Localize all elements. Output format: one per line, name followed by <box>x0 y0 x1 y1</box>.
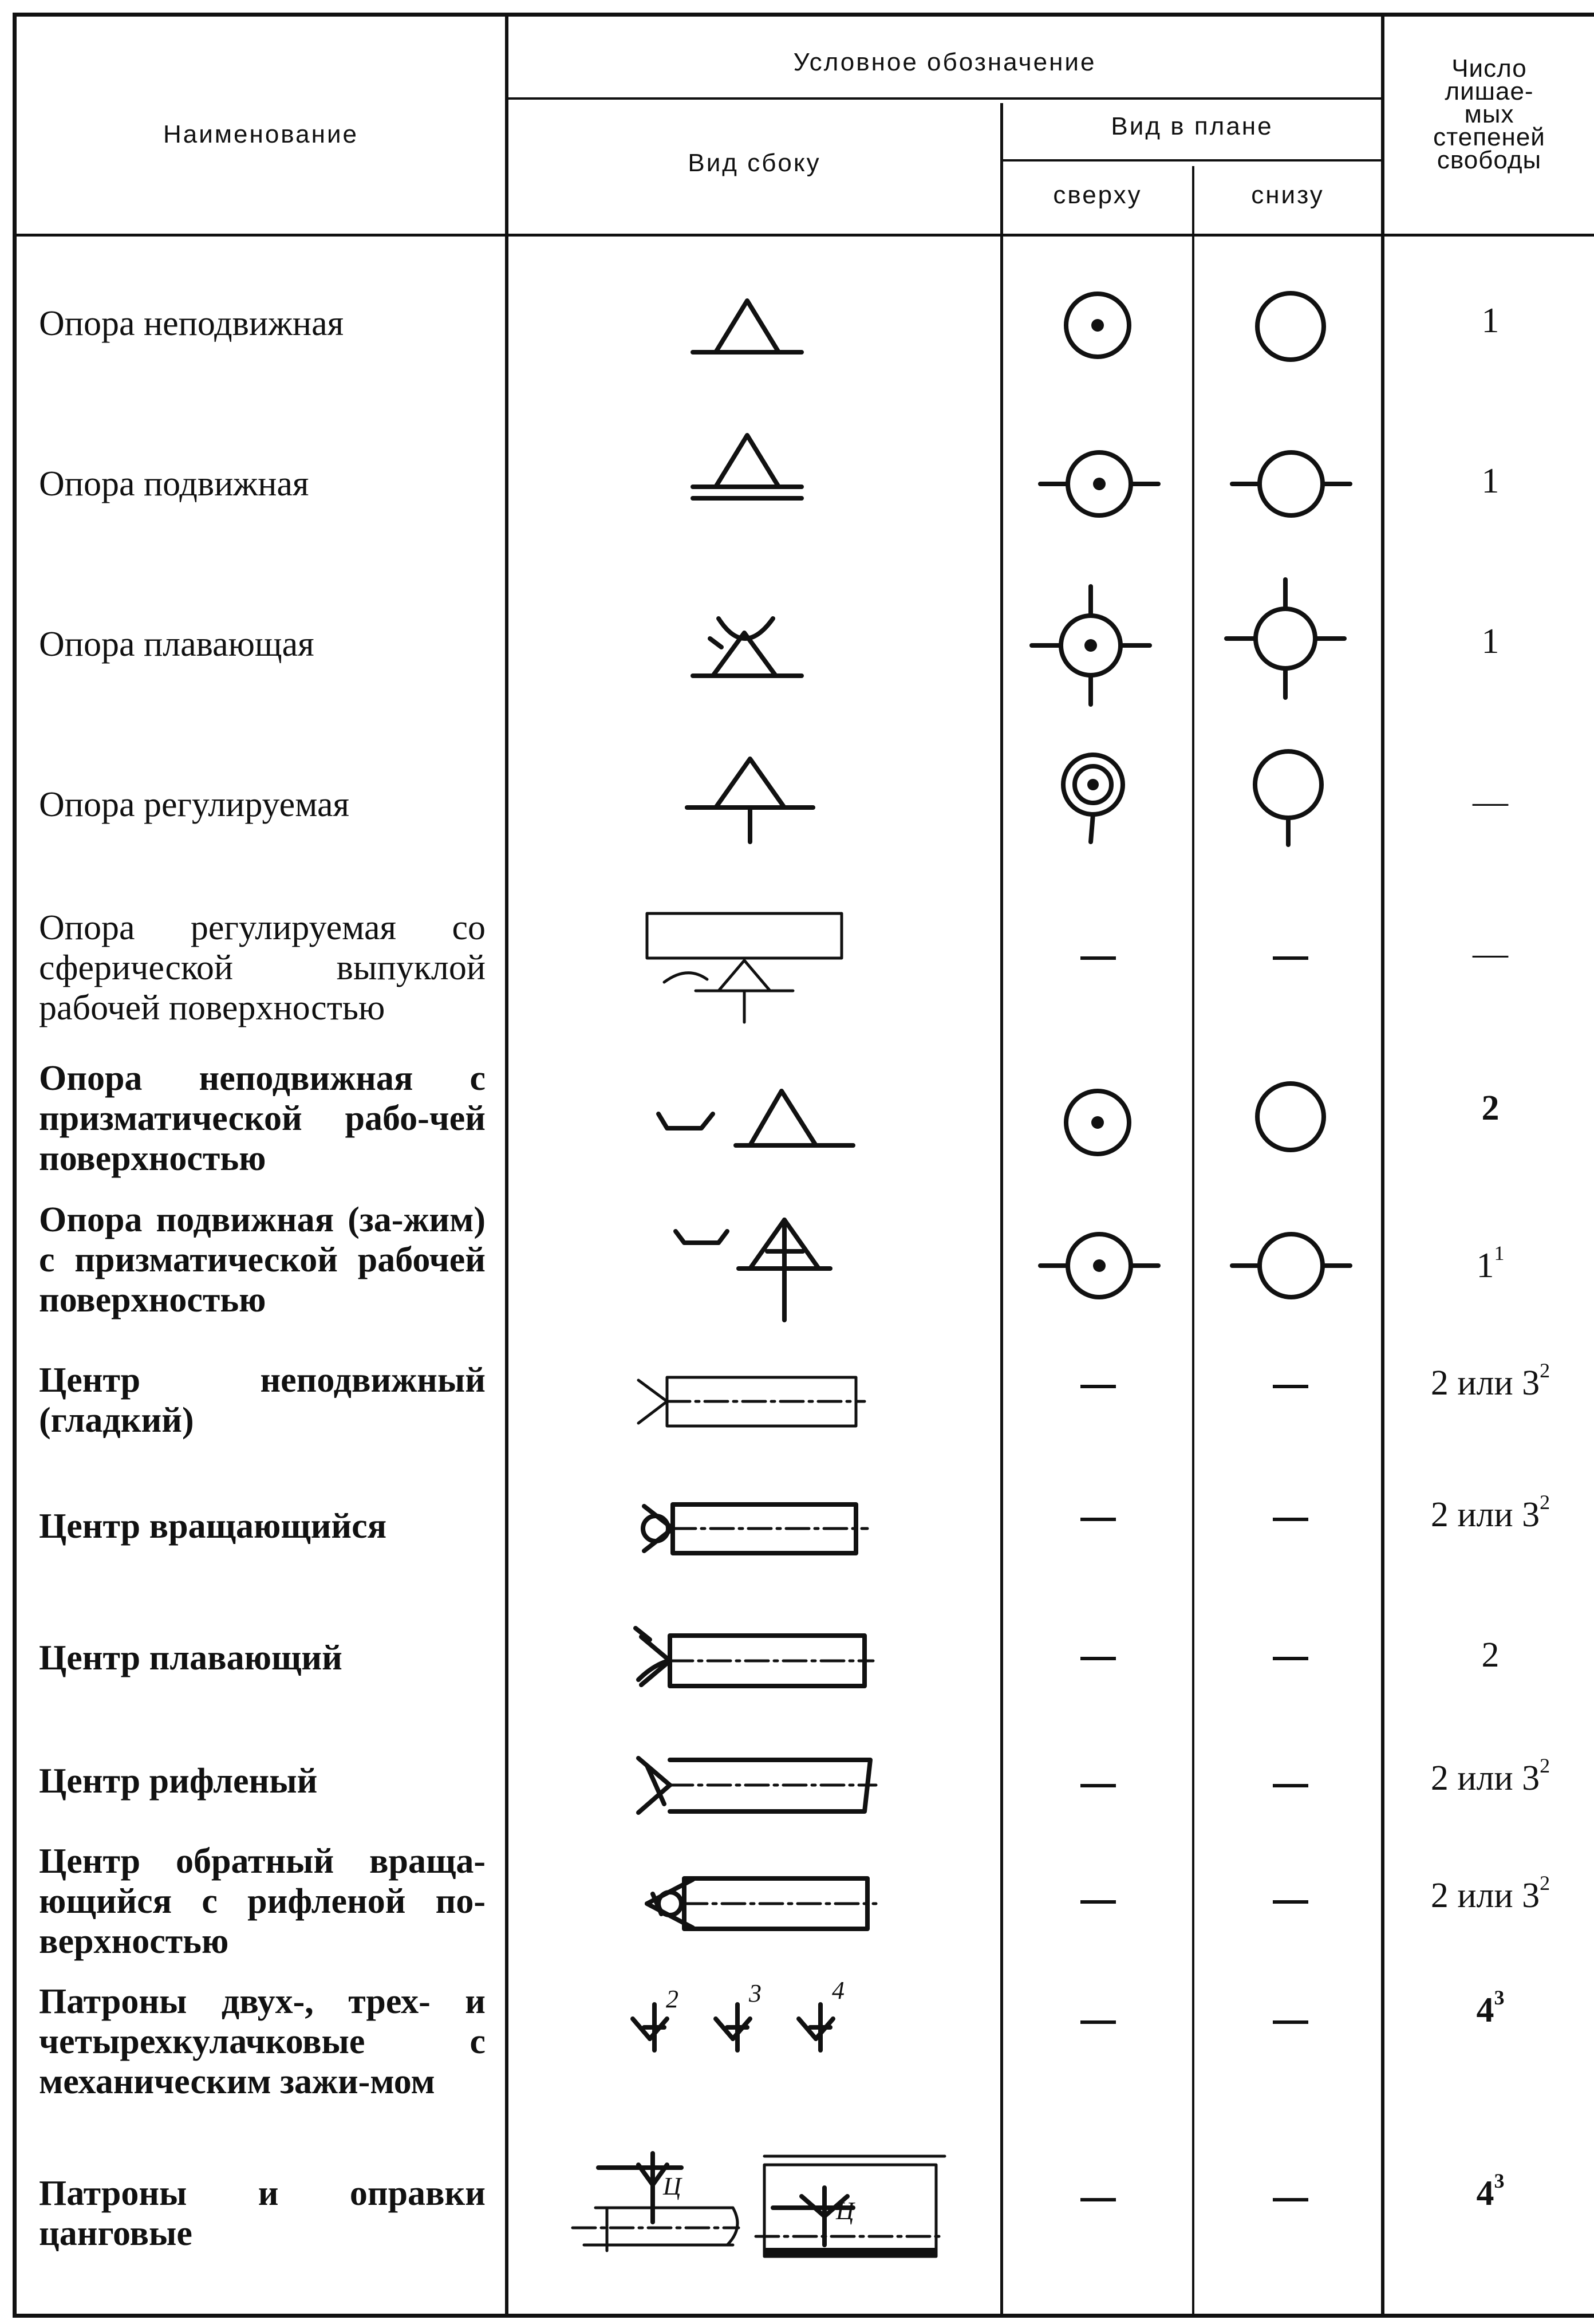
dof-value: $1^1$ <box>1476 1242 1505 1285</box>
top-view-dash <box>1080 2198 1116 2201</box>
header-line-plan <box>1003 159 1381 162</box>
dof-value: — <box>1473 782 1508 821</box>
table-bottom-border <box>13 2314 1594 2318</box>
dof-value: 2 <box>1481 1636 1500 1675</box>
dof-value: $4^3$ <box>1476 1986 1505 2030</box>
row-name: Центр обратный враща-ющийся с рифленой по-верхностью <box>39 1842 486 1961</box>
row-name: Опора неподвижная с призматической рабо-чей поверхностью <box>39 1059 486 1178</box>
fixed-support-icon <box>687 292 813 361</box>
collet-chucks-icon <box>567 2142 956 2268</box>
jaw-chucks-icon <box>621 1970 896 2067</box>
dof-value: 1 <box>1481 462 1500 501</box>
circle-dot-ticks-icon <box>1033 444 1165 524</box>
double-circle-stem-icon <box>1058 747 1132 856</box>
header-separator <box>13 234 1594 237</box>
col-divider-count <box>1381 13 1384 2318</box>
row-name: Опора плавающая <box>39 625 314 664</box>
dof-value: $4^3$ <box>1476 2169 1505 2213</box>
circle-dot-icon <box>1060 288 1135 363</box>
header-dof: Число лишае- мых степеней свободы <box>1433 54 1545 174</box>
circle-stem-icon <box>1248 745 1328 859</box>
table-left-border <box>13 13 17 2318</box>
movable-support-icon <box>687 430 813 510</box>
header-side-view: Вид сбоку <box>688 149 821 177</box>
bottom-view-dash <box>1273 2198 1308 2201</box>
dof-value: 2 или $3^2$ <box>1430 1872 1550 1915</box>
dof-value: 1 <box>1481 301 1500 340</box>
top-view-dash <box>1080 1900 1116 1904</box>
circle-dot-icon <box>1060 1085 1135 1160</box>
table-top-border <box>13 13 1594 17</box>
header-top: сверху <box>1053 181 1142 209</box>
grooved-center-icon <box>630 1750 882 1824</box>
adjustable-spherical-support-icon <box>641 908 859 1034</box>
circle-ticks-icon <box>1225 1226 1357 1306</box>
circle-ticks-icon <box>1225 444 1357 524</box>
header-name: Наименование <box>163 120 358 148</box>
floating-support-icon <box>687 607 813 687</box>
row-name: Опора неподвижная <box>39 304 344 343</box>
dof-value: — <box>1473 934 1508 973</box>
row-name: Опора регулируемая со сферической выпуклой рабочей поверхностью <box>39 908 486 1027</box>
dof-value: 2 или $3^2$ <box>1430 1754 1550 1798</box>
dof-value: 1 <box>1481 622 1500 661</box>
row-name: Центр плавающий <box>39 1638 342 1677</box>
jaw-count-label: 3 <box>749 1979 762 2007</box>
fixed-prismatic-support-icon <box>653 1082 859 1157</box>
bottom-view-dash <box>1273 1385 1308 1388</box>
top-view-dash <box>1080 2020 1116 2024</box>
top-view-dash <box>1080 1518 1116 1521</box>
bottom-view-dash <box>1273 1518 1308 1521</box>
col-divider-side <box>1000 103 1003 2318</box>
adjustable-support-icon <box>681 750 819 853</box>
col-divider-name <box>505 13 508 2318</box>
col-divider-top <box>1192 166 1194 2318</box>
top-view-dash <box>1080 1385 1116 1388</box>
row-name: Центр вращающийся <box>39 1507 387 1546</box>
row-name: Опора подвижная <box>39 464 309 503</box>
row-name: Патроны и оправки цанговые <box>39 2174 486 2253</box>
circle-dot-cross-icon <box>1025 580 1157 711</box>
header-bottom: снизу <box>1251 181 1324 209</box>
top-view-dash <box>1080 1784 1116 1787</box>
bottom-view-dash <box>1273 956 1308 960</box>
floating-center-icon <box>627 1625 879 1700</box>
circle-cross-icon <box>1220 573 1351 704</box>
dof-value: 2 или $3^2$ <box>1430 1359 1550 1403</box>
jaw-count-label: 4 <box>832 1976 845 2004</box>
reverse-rotating-grooved-center-icon <box>630 1868 882 1943</box>
row-name: Опора регулируемая <box>39 785 350 824</box>
bottom-view-dash <box>1273 1900 1308 1904</box>
movable-prismatic-clamp-icon <box>670 1214 853 1329</box>
collet-label: Ц <box>836 2197 854 2225</box>
header-plan-view: Вид в плане <box>1111 112 1273 140</box>
row-name: Патроны двух-, трех- и четырехкулачковые с механическим зажи-мом <box>39 1982 486 2101</box>
bottom-view-dash <box>1273 1657 1308 1660</box>
collet-label: Ц <box>663 2172 681 2200</box>
circle-icon <box>1250 1077 1331 1157</box>
row-name: Центр неподвижный (гладкий) <box>39 1361 486 1440</box>
dof-value: 2 <box>1481 1089 1500 1128</box>
jaw-count-label: 2 <box>666 1985 678 2013</box>
top-view-dash <box>1080 1657 1116 1660</box>
rotating-center-icon <box>621 1496 873 1565</box>
circle-icon <box>1250 286 1331 367</box>
row-name: Опора подвижная (за-жим) с призматической рабочей поверхностью <box>39 1200 486 1319</box>
header-symbol: Условное обозначение <box>793 48 1096 76</box>
header-line-symbol <box>508 97 1381 100</box>
dof-value: 2 или $3^2$ <box>1430 1491 1550 1534</box>
circle-dot-ticks-icon <box>1033 1226 1165 1306</box>
top-view-dash <box>1080 956 1116 960</box>
bottom-view-dash <box>1273 2020 1308 2024</box>
row-name: Центр рифленый <box>39 1762 318 1801</box>
fixed-center-icon <box>621 1369 873 1437</box>
bottom-view-dash <box>1273 1784 1308 1787</box>
